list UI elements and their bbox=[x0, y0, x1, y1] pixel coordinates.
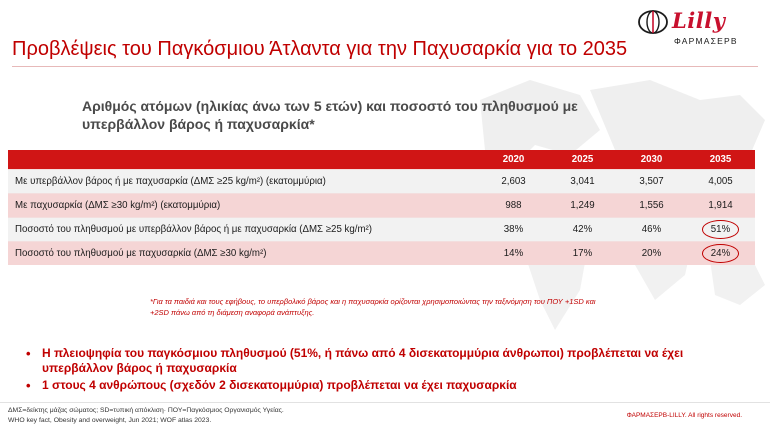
table-cell: 42% bbox=[548, 218, 617, 242]
table-header-row bbox=[8, 150, 755, 170]
table-cell: 20% bbox=[617, 242, 686, 266]
table-cell: 3,507 bbox=[617, 170, 686, 194]
table-row bbox=[8, 218, 755, 242]
obesity-projections-table bbox=[8, 150, 755, 265]
table-subtitle: Αριθμός ατόμων (ηλικίας άνω των 5 ετών) και ποσοστό του πληθυσμού με υπερβάλλον βάρος ή παχυσαρκία* bbox=[82, 98, 578, 132]
table-cell: 2,603 bbox=[479, 170, 548, 194]
copyright-notice: ΦΑΡΜΑΣΕΡΒ-LILLY. All rights reserved. bbox=[626, 412, 742, 419]
table-cell: 38% bbox=[479, 218, 548, 242]
table-cell: 4,005 bbox=[686, 170, 755, 194]
header-2035: 2035 bbox=[686, 150, 755, 170]
key-finding-item: • 1 στους 4 ανθρώπους (σχεδόν 2 δισεκατομμύρια) προβλέπεται να έχει παχυσαρκία bbox=[26, 378, 746, 393]
table-cell: 14% bbox=[479, 242, 548, 266]
table-row bbox=[8, 170, 755, 194]
highlight-circle: 24% bbox=[702, 244, 739, 263]
row-label: Ποσοστό του πληθυσμού με παχυσαρκία (ΔΜΣ ≥30 kg/m²) bbox=[8, 242, 479, 266]
row-label: Με υπερβάλλον βάρος ή με παχυσαρκία (ΔΜΣ ≥25 kg/m²) (εκατομμύρια) bbox=[8, 170, 479, 194]
header-2025: 2025 bbox=[548, 150, 617, 170]
header-2020: 2020 bbox=[479, 150, 548, 170]
slide-title: Προβλέψεις του Παγκόσμιου Άτλαντα για την Παχυσαρκία για το 2035 bbox=[12, 38, 628, 60]
row-label: Ποσοστό του πληθυσμού με υπερβάλλον βάρος ή με παχυσαρκία (ΔΜΣ ≥25 kg/m²) bbox=[8, 218, 479, 242]
title-divider bbox=[12, 66, 758, 67]
abbreviations-note: ΔΜΣ=δείκτης μάζας σώματος; SD=τυπική απόκλιση· ΠΟΥ=Παγκόσμιος Οργανισμός Υγείας. bbox=[8, 407, 284, 414]
lilly-logo bbox=[638, 8, 756, 48]
table-cell: 1,249 bbox=[548, 194, 617, 218]
table-cell: 1,556 bbox=[617, 194, 686, 218]
table-footnote: *Για τα παιδιά και τους εφήβους, το υπερβολικό βάρος και η παχυσαρκία ορίζονται χρησιμοποιώντας την ταξινόμηση του ΠΟΥ +1SD και +2SD πάνω από τη διάμεση αναφορά ανάπτυξης. bbox=[150, 297, 596, 317]
brand-subtitle: ΦΑΡΜΑΣΕΡΒ bbox=[674, 36, 738, 46]
brand-name: Lilly bbox=[672, 8, 726, 33]
table-row bbox=[8, 242, 755, 266]
table-row bbox=[8, 194, 755, 218]
key-finding-item: • Η πλειοψηφία του παγκόσμιου πληθυσμού (51%, ή πάνω από 4 δισεκατομμύρια άνθρωποι) προβλέπεται να έχει υπερβάλλον βάρος ή παχυσαρκία bbox=[26, 346, 746, 376]
highlight-circle: 51% bbox=[702, 220, 739, 239]
footer-divider bbox=[0, 402, 770, 403]
footer-references bbox=[8, 406, 308, 426]
row-label: Με παχυσαρκία (ΔΜΣ ≥30 kg/m²) (εκατομμύρια) bbox=[8, 194, 479, 218]
key-findings-list bbox=[26, 346, 746, 395]
header-2030: 2030 bbox=[617, 150, 686, 170]
table-cell: 17% bbox=[548, 242, 617, 266]
table-cell: 46% bbox=[617, 218, 686, 242]
table-cell bbox=[686, 218, 755, 242]
table-cell: 1,914 bbox=[686, 194, 755, 218]
table-cell bbox=[686, 242, 755, 266]
table-cell: 988 bbox=[479, 194, 548, 218]
pharmaserv-logo-icon bbox=[638, 10, 668, 34]
header-empty-cell bbox=[8, 150, 479, 170]
sources-note: WHO key fact, Obesity and overweight, Jun 2021; WOF atlas 2023. bbox=[8, 417, 212, 424]
table-cell: 3,041 bbox=[548, 170, 617, 194]
